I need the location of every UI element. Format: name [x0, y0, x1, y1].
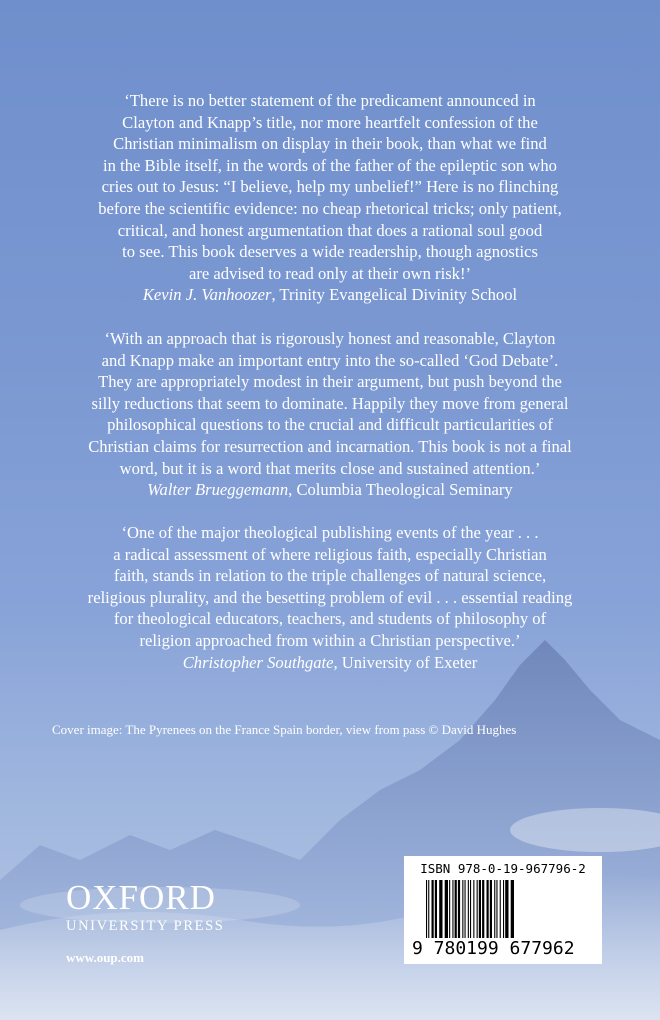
quote-line: religion approached from within a Christian perspective.’: [139, 630, 521, 650]
quote-line: before the scientific evidence: no cheap rhetorical tricks; only patient,: [98, 198, 562, 218]
quote-line: Christian claims for resurrection and incarnation. This book is not a final: [88, 436, 572, 456]
barcode-bar: [432, 880, 434, 938]
barcode-bar: [477, 880, 478, 938]
barcode-bar: [455, 880, 457, 938]
quote-line: Christian minimalism on display in their book, than what we find: [113, 134, 547, 154]
quote-line: in the Bible itself, in the words of the father of the epileptic son who: [103, 155, 557, 175]
barcode-bar: [439, 880, 442, 938]
barcode-bar: [445, 880, 448, 938]
author-name: Walter Brueggemann: [147, 480, 289, 500]
author-name: Christopher Southgate: [182, 652, 334, 672]
quote-line: They are appropriately modest in their argument, but push beyond the: [98, 372, 562, 392]
barcode-bar: [473, 880, 474, 938]
quote-line: and Knapp make an important entry into the so-called ‘God Debate’.: [101, 350, 559, 370]
barcode-bar: [462, 880, 463, 938]
quote-line: religious plurality, and the besetting problem of evil . . . essential reading: [87, 587, 573, 607]
barcode-bar: [435, 880, 437, 938]
publisher-name: OXFORD: [66, 878, 216, 917]
quote-line: ‘One of the major theological publishing events of the year . . .: [121, 523, 539, 542]
quote-attribution: [60, 479, 600, 501]
barcode-bar: [500, 880, 501, 938]
barcode-bar: [494, 880, 495, 938]
endorsement-quote-1: [60, 90, 600, 306]
publisher-website[interactable]: www.oup.com: [66, 950, 145, 965]
barcode-bar: [428, 880, 429, 938]
isbn-label: ISBN 978-0-19-967796-2: [420, 861, 586, 876]
author-affiliation: , Columbia Theological Seminary: [288, 480, 513, 500]
publisher-subtitle: UNIVERSITY PRESS: [66, 918, 225, 934]
barcode-bar: [449, 880, 450, 938]
barcode-bar: [505, 880, 508, 938]
quote-line: Clayton and Knapp’s title, nor more heartfelt confession of the: [122, 112, 538, 132]
barcode-bar: [496, 880, 497, 938]
barcode-bar: [452, 880, 453, 938]
barcode-bar: [490, 880, 492, 938]
quote-line: critical, and honest argumentation that does a rational soul good: [117, 220, 543, 240]
quote-line: philosophical questions to the crucial and difficult particularities of: [107, 415, 553, 435]
endorsement-quote-3: [60, 522, 600, 673]
barcode-bar: [479, 880, 481, 938]
quote-attribution: [60, 652, 600, 674]
quote-line: are advised to read only at their own risk!’: [189, 263, 471, 283]
quote-line: word, but it is a word that merits close and sustained attention.’: [119, 458, 541, 478]
isbn-barcode: [404, 856, 602, 964]
publisher-logo: [66, 880, 224, 935]
barcode-bar: [503, 880, 504, 938]
quote-attribution: [60, 284, 600, 306]
barcode-bar: [487, 880, 489, 938]
quote-line: ‘There is no better statement of the predicament announced in: [124, 91, 536, 110]
author-affiliation: , University of Exeter: [333, 652, 478, 672]
barcode-bar: [426, 880, 427, 938]
cover-image-credit: Cover image: The Pyrenees on the France Spain border, view from pass © David Hughes: [52, 722, 517, 737]
barcode-bar: [511, 880, 514, 938]
barcode-bars: [416, 880, 592, 938]
quote-line: to see. This book deserves a wide readership, though agnostics: [122, 242, 538, 262]
quote-line: silly reductions that seem to dominate. Happily they move from general: [91, 393, 569, 413]
barcode-bar: [482, 880, 484, 938]
quote-line: a radical assessment of where religious faith, especially Christian: [113, 544, 547, 564]
barcode-bar: [468, 880, 469, 938]
author-name: Kevin J. Vanhoozer: [142, 285, 272, 305]
quote-line: faith, stands in relation to the triple challenges of natural science,: [113, 566, 547, 586]
quote-line: for theological educators, teachers, and students of philosophy of: [113, 609, 547, 629]
barcode-digits: 9 780199 677962: [412, 938, 575, 959]
quote-line: cries out to Jesus: “I believe, help my unbelief!” Here is no flinching: [101, 177, 559, 197]
author-affiliation: , Trinity Evangelical Divinity School: [271, 285, 518, 305]
barcode-bar: [465, 880, 466, 938]
quote-line: ‘With an approach that is rigorously honest and reasonable, Clayton: [104, 329, 556, 348]
endorsement-quote-2: [60, 328, 600, 501]
barcode-bar: [458, 880, 460, 938]
barcode-bar: [470, 880, 471, 938]
